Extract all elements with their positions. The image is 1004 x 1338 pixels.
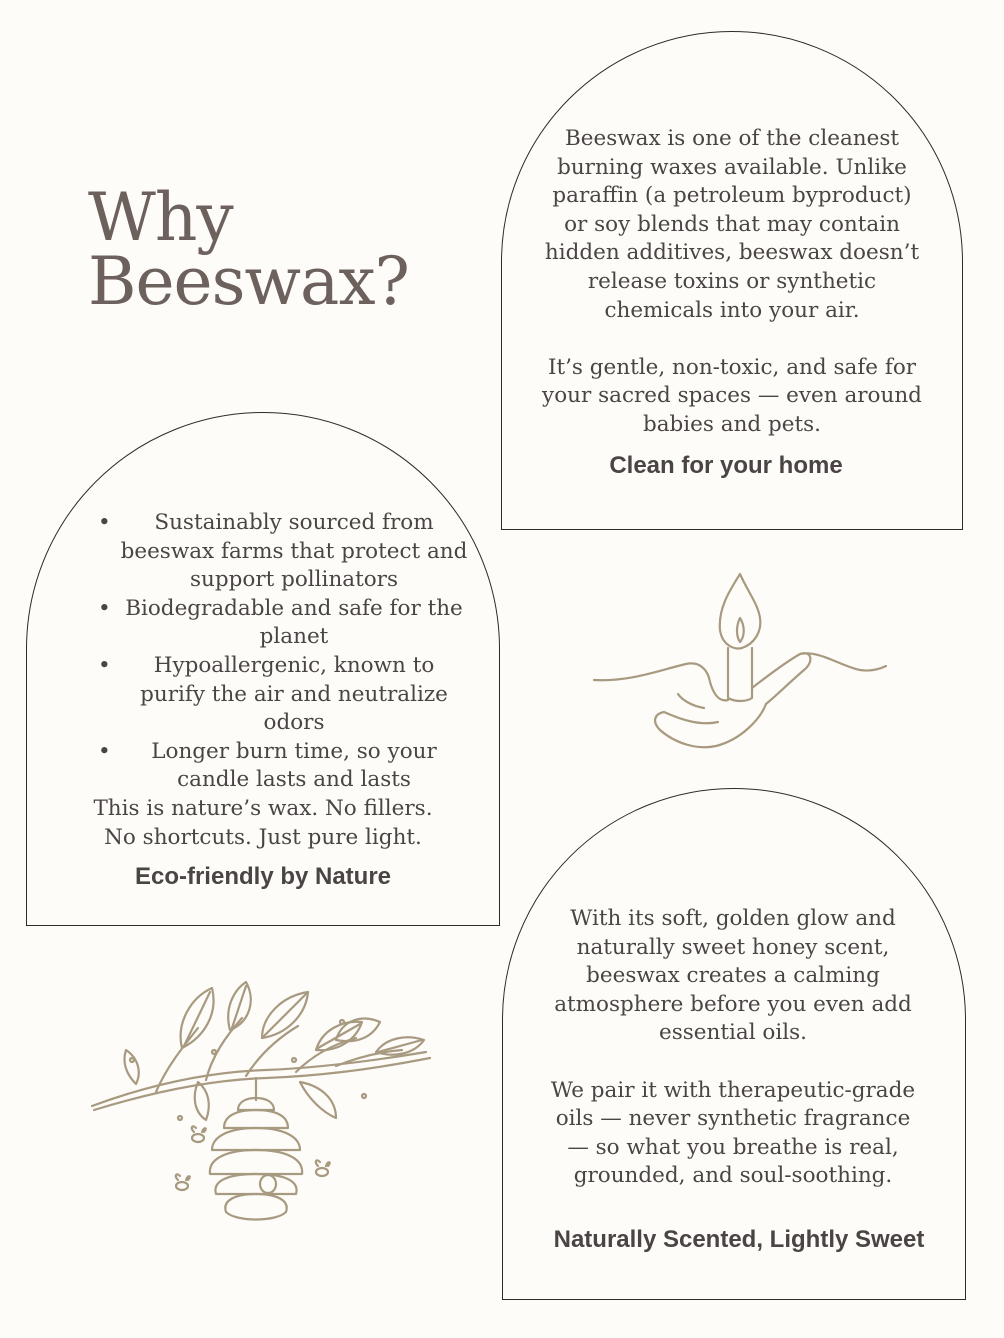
list-item: • Sustainably sourced from beeswax farms that protect and support pollinators [98,510,468,593]
page-title: Why Beeswax? [88,179,409,320]
beehive-branch-icon [86,978,442,1240]
scent-body [548,905,918,1191]
list-item: • Biodegradable and safe for the planet [98,595,463,650]
clean-heading: Clean for your home [609,452,843,479]
clean-body [540,125,924,440]
eco-bullet-list [26,509,500,795]
scent-paragraph-2: We pair it with therapeutic-grade oils — never synthetic fragrance — so what you breathe is real, grounded, and soul-soothing. [550,1077,916,1189]
clean-paragraph-2: It’s gentle, non-toxic, and safe for your sacred spaces — even around babies and pets. [542,354,922,437]
eco-closing: This is nature’s wax. No fillers. No shortcuts. Just pure light. [93,795,433,850]
eco-heading: Eco-friendly by Nature [134,863,392,890]
list-item: • Longer burn time, so your candle lasts and lasts [98,738,437,793]
scent-heading: Naturally Scented, Lightly Sweet [553,1226,925,1253]
candle-hand-icon [590,570,890,760]
scent-paragraph-1: With its soft, golden glow and naturally sweet honey scent, beeswax creates a calming atmosphere before you even add essential oils. [554,906,912,1046]
clean-paragraph-1: Beeswax is one of the cleanest burning waxes available. Unlike paraffin (a petroleum byproduct) or soy blends that may contain hidden additives, beeswax doesn’t release toxins or synthetic chemicals into your air. [544,126,920,323]
list-item: • Hypoallergenic, known to purify the air and neutralize odors [98,652,448,736]
eco-body [26,509,500,852]
